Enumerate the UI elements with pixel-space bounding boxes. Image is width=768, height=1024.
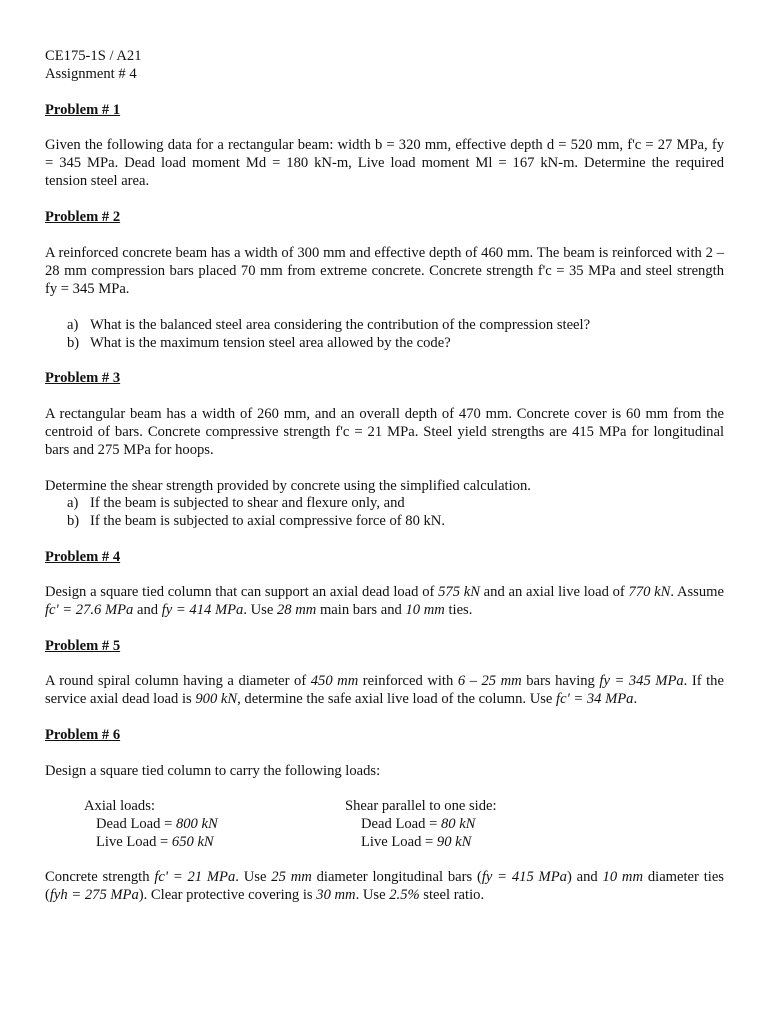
list-marker: a) (67, 317, 79, 333)
live-load-value: 770 kN (628, 584, 671, 600)
list-item (67, 316, 724, 334)
list-item-text: If the beam is subjected to shear and flexure only, and (90, 495, 405, 511)
bar-count-value: 6 – 25 mm (457, 673, 522, 689)
problem-2-list (67, 316, 724, 352)
list-item (67, 512, 724, 530)
problem-4-heading: Problem # 4 (45, 549, 121, 565)
problem-3-instruction: Determine the shear strength provided by concrete using the simplified calculation. (45, 478, 531, 494)
diameter-value: 450 mm (310, 673, 359, 689)
problem-6-text: Concrete strength fc' = 21 MPa. Use 25 mm diameter longitudinal bars (fy = 415 MPa) and 10 mm diameter ties (fyh = 275 MPa). Clear protective covering is 30 mm. Use 2.5% steel ratio. (45, 869, 724, 903)
problem-1-heading: Problem # 1 (45, 102, 121, 118)
problem-3-text: A rectangular beam has a width of 260 mm, and an overall depth of 470 mm. Concrete cover is 60 mm from the centroid of bars. Concrete compressive strength f'c = 21 MPa. Steel yield strengths are 415 MPa for longitudinal bars and 275 MPa for hoops. (45, 406, 724, 458)
list-item-text: What is the maximum tension steel area allowed by the code? (90, 335, 451, 351)
shear-loads-title: Shear parallel to one side: (345, 798, 497, 814)
axial-loads-title: Axial loads: (84, 798, 155, 814)
concrete-strength-value: fc' = 27.6 MPa (45, 602, 134, 618)
problem-2-text: A reinforced concrete beam has a width of 300 mm and effective depth of 460 mm. The beam is reinforced with 2 – 28 mm compression bars placed 70 mm from extreme concrete. Concrete strength f'c = 35 MPa and steel strength fy = 345 MPa. (45, 245, 724, 297)
steel-strength-value: fy = 415 MPa (481, 869, 567, 885)
tie-size-value: 10 mm (602, 869, 644, 885)
cover-value: 30 mm (316, 887, 356, 903)
shear-live-load: Live Load = 90 kN (361, 834, 472, 850)
assignment-title: Assignment # 4 (45, 66, 137, 82)
axial-live-load: Live Load = 650 kN (96, 834, 214, 850)
steel-strength-value: fy = 345 MPa (599, 673, 684, 689)
list-item-text: What is the balanced steel area considering the contribution of the compression steel? (90, 317, 591, 333)
problem-5-heading: Problem # 5 (45, 638, 121, 654)
bar-size-value: 25 mm (271, 869, 312, 885)
main-bar-size: 28 mm (276, 602, 317, 618)
problem-3-list (67, 494, 724, 530)
shear-loads-block (345, 797, 645, 851)
tie-size: 10 mm (405, 602, 445, 618)
concrete-strength-value: fc' = 21 MPa (154, 869, 236, 885)
problem-2-heading: Problem # 2 (45, 209, 121, 225)
steel-ratio-value: 2.5% (389, 887, 420, 903)
concrete-strength-value: fc' = 34 MPa (556, 691, 634, 707)
problem-5-text: A round spiral column having a diameter of 450 mm reinforced with 6 – 25 mm bars having fy = 345 MPa. If the service axial dead load is 900 kN, determine the safe axial live load of the column. Use fc' = 34 MPa. (45, 673, 724, 707)
tie-strength-value: fyh = 275 MPa (49, 887, 139, 903)
list-item-text: If the beam is subjected to axial compressive force of 80 kN. (90, 513, 445, 529)
course-code: CE175-1S / A21 (45, 48, 142, 64)
list-item (67, 334, 724, 352)
axial-dead-load: Dead Load = 800 kN (96, 816, 218, 832)
steel-strength-value: fy = 414 MPa (161, 602, 244, 618)
shear-dead-load: Dead Load = 80 kN (361, 816, 476, 832)
list-marker: a) (67, 495, 79, 511)
problem-3-heading: Problem # 3 (45, 370, 121, 386)
problem-6-heading: Problem # 6 (45, 727, 121, 743)
list-marker: b) (67, 335, 80, 351)
problem-1-text: Given the following data for a rectangular beam: width b = 320 mm, effective depth d = 520 mm, f'c = 27 MPa, fy = 345 MPa. Dead load moment Md = 180 kN-m, Live load moment Ml = 167 kN-m. Determine the required tension steel area. (45, 137, 724, 189)
problem-4-text: Design a square tied column that can support an axial dead load of 575 kN and an axial live load of 770 kN. Assume fc' = 27.6 MPa and fy = 414 MPa. Use 28 mm main bars and 10 mm ties. (45, 584, 724, 618)
axial-loads-block (84, 797, 324, 851)
problem-6-intro: Design a square tied column to carry the following loads: (45, 763, 381, 779)
list-item (67, 494, 724, 512)
dead-load-value: 575 kN (438, 584, 480, 600)
list-marker: b) (67, 513, 80, 529)
dead-load-value: 900 kN (195, 691, 238, 707)
